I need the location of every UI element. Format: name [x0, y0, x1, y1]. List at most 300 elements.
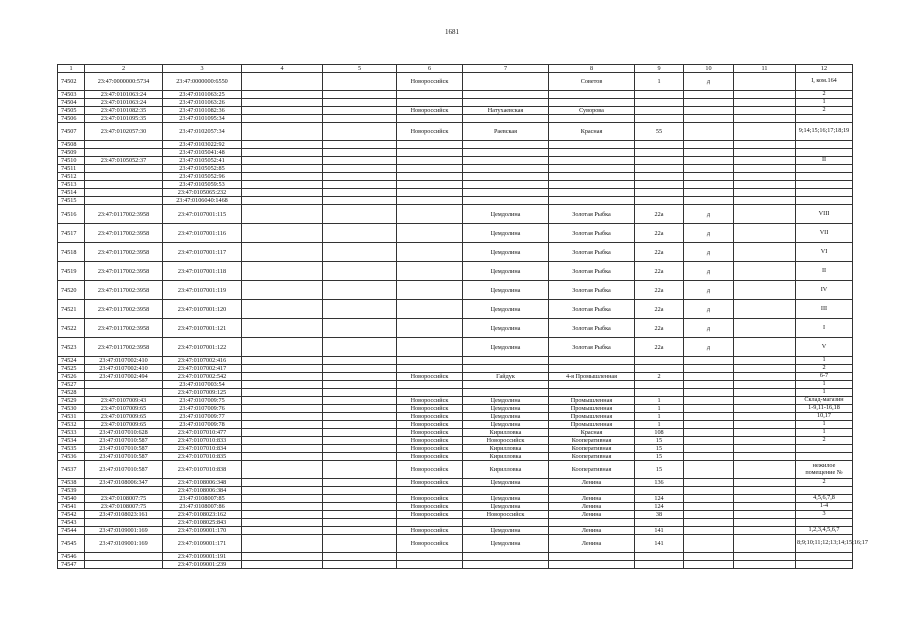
table-cell: 15	[635, 445, 684, 453]
table-row	[58, 115, 853, 123]
table-cell	[323, 561, 397, 569]
table-cell: 1	[635, 421, 684, 429]
table-cell	[242, 189, 323, 197]
table-cell: 74529	[58, 397, 85, 405]
table-cell	[734, 73, 796, 91]
table-cell: 1	[796, 99, 853, 107]
table-cell: 23:47:0117002:3958	[85, 224, 163, 243]
table-cell	[323, 115, 397, 123]
table-cell	[242, 405, 323, 413]
table-cell	[635, 553, 684, 561]
table-cell: 23:47:0117002:3958	[85, 281, 163, 300]
table-cell: 74539	[58, 487, 85, 495]
table-cell	[323, 479, 397, 487]
table-cell: 38	[635, 511, 684, 519]
table-cell	[734, 487, 796, 495]
table-cell	[242, 397, 323, 405]
table-cell	[549, 157, 635, 165]
table-cell	[684, 157, 734, 165]
table-cell	[242, 437, 323, 445]
table-cell	[635, 141, 684, 149]
table-cell: 23:47:0105059:53	[163, 181, 242, 189]
table-row	[58, 224, 853, 243]
table-cell: 74524	[58, 357, 85, 365]
table-cell	[242, 165, 323, 173]
table-cell	[734, 107, 796, 115]
table-cell: 23:47:0107010:834	[163, 445, 242, 453]
table-cell	[635, 165, 684, 173]
column-header: 4	[242, 65, 323, 73]
table-row	[58, 511, 853, 519]
table-cell: 23:47:0107009:78	[163, 421, 242, 429]
table-cell	[397, 165, 463, 173]
table-cell	[684, 453, 734, 461]
table-cell	[323, 397, 397, 405]
column-header: 8	[549, 65, 635, 73]
table-cell	[734, 224, 796, 243]
table-cell	[734, 373, 796, 381]
table-cell	[635, 115, 684, 123]
table-cell	[635, 181, 684, 189]
table-cell	[323, 503, 397, 511]
table-cell	[684, 123, 734, 141]
table-cell: 23:47:0102057:34	[163, 123, 242, 141]
table-cell	[684, 461, 734, 479]
table-cell	[684, 437, 734, 445]
table-cell: д	[684, 319, 734, 338]
table-cell	[684, 503, 734, 511]
table-cell	[796, 453, 853, 461]
table-cell: Кооперативная	[549, 437, 635, 445]
table-cell	[796, 553, 853, 561]
table-cell	[323, 413, 397, 421]
table-cell	[734, 561, 796, 569]
table-cell: Промышленная	[549, 397, 635, 405]
table-cell: Новороссийск	[397, 107, 463, 115]
table-cell: Цемдолина	[463, 413, 549, 421]
table-cell: 74514	[58, 189, 85, 197]
table-cell	[684, 365, 734, 373]
table-cell	[734, 511, 796, 519]
table-cell	[635, 189, 684, 197]
table-cell: 9;14;15;16;17;18;19	[796, 123, 853, 141]
table-cell	[463, 99, 549, 107]
table-cell: 74523	[58, 338, 85, 357]
table-cell: Цемдолина	[463, 495, 549, 503]
table-cell: 22а	[635, 319, 684, 338]
table-cell: 8;9;10;11;12;13;14;15;16;17	[796, 535, 853, 553]
table-cell	[684, 115, 734, 123]
table-cell: 23:47:0117002:3958	[85, 338, 163, 357]
table-cell	[242, 141, 323, 149]
table-cell: 136	[635, 479, 684, 487]
table-cell	[85, 519, 163, 527]
table-cell	[463, 519, 549, 527]
table-row	[58, 357, 853, 365]
table-cell: 74516	[58, 205, 85, 224]
table-cell	[734, 553, 796, 561]
table-cell: Новороссийск	[397, 123, 463, 141]
table-cell	[242, 281, 323, 300]
table-cell	[684, 495, 734, 503]
table-row	[58, 300, 853, 319]
table-cell	[734, 115, 796, 123]
table-cell	[397, 365, 463, 373]
table-cell	[323, 495, 397, 503]
table-cell: Новороссийск	[397, 535, 463, 553]
table-cell: 74531	[58, 413, 85, 421]
table-cell	[734, 319, 796, 338]
table-cell	[549, 365, 635, 373]
table-cell	[323, 487, 397, 495]
table-row	[58, 243, 853, 262]
table-cell: 23:47:0101063:24	[85, 99, 163, 107]
table-cell	[323, 224, 397, 243]
column-header: 7	[463, 65, 549, 73]
table-cell	[397, 281, 463, 300]
table-cell	[635, 357, 684, 365]
table-cell	[323, 429, 397, 437]
table-cell: 74542	[58, 511, 85, 519]
column-header: 11	[734, 65, 796, 73]
table-cell: 23:47:0117002:3958	[85, 319, 163, 338]
table-cell	[684, 405, 734, 413]
table-cell	[734, 479, 796, 487]
table-cell	[549, 165, 635, 173]
table-cell	[463, 487, 549, 495]
table-cell	[242, 453, 323, 461]
table-cell	[397, 173, 463, 181]
table-cell: 23:47:0107009:75	[163, 397, 242, 405]
table-cell	[684, 181, 734, 189]
table-cell	[85, 487, 163, 495]
table-cell: Кооперативная	[549, 445, 635, 453]
table-cell: 23:47:0101095:34	[163, 115, 242, 123]
table-cell: Цемдолина	[463, 503, 549, 511]
table-cell	[463, 91, 549, 99]
table-cell	[323, 165, 397, 173]
table-cell: 74519	[58, 262, 85, 281]
table-row	[58, 421, 853, 429]
table-cell: Золотая Рыбка	[549, 300, 635, 319]
table-cell: 1-4	[796, 503, 853, 511]
table-cell: Золотая Рыбка	[549, 281, 635, 300]
table-cell	[242, 115, 323, 123]
table-cell	[734, 99, 796, 107]
table-cell	[397, 115, 463, 123]
table-cell: 2	[796, 107, 853, 115]
table-cell	[734, 535, 796, 553]
table-cell	[397, 389, 463, 397]
table-cell: 10,17	[796, 413, 853, 421]
table-cell	[734, 429, 796, 437]
table-cell	[397, 157, 463, 165]
table-cell: 23:47:0108006:348	[163, 479, 242, 487]
table-cell: 15	[635, 461, 684, 479]
table-cell	[796, 561, 853, 569]
table-cell	[242, 527, 323, 535]
table-cell	[323, 300, 397, 319]
table-cell: 22а	[635, 224, 684, 243]
table-cell: Цемдолина	[463, 535, 549, 553]
table-cell	[549, 553, 635, 561]
table-cell	[397, 205, 463, 224]
table-cell	[684, 487, 734, 495]
table-cell	[635, 381, 684, 389]
table-cell	[463, 189, 549, 197]
table-cell: 74512	[58, 173, 85, 181]
table-cell	[242, 487, 323, 495]
table-cell: нежилое помещение №	[796, 461, 853, 479]
table-cell	[397, 243, 463, 262]
table-cell	[323, 123, 397, 141]
table-cell: 2	[796, 91, 853, 99]
table-cell: 23:47:0109001:169	[85, 527, 163, 535]
table-cell	[323, 243, 397, 262]
table-row	[58, 397, 853, 405]
table-cell: 2	[796, 365, 853, 373]
table-cell	[323, 437, 397, 445]
table-cell: 4,5,6,7,8	[796, 495, 853, 503]
table-cell: Ленина	[549, 479, 635, 487]
table-cell	[796, 115, 853, 123]
table-cell	[463, 149, 549, 157]
table-cell: Ленина	[549, 511, 635, 519]
table-cell: 141	[635, 527, 684, 535]
table-cell: 124	[635, 503, 684, 511]
table-cell: 23:47:0109001:171	[163, 535, 242, 553]
table-cell: Золотая Рыбка	[549, 205, 635, 224]
table-cell	[734, 453, 796, 461]
table-row	[58, 527, 853, 535]
table-cell	[734, 357, 796, 365]
table-cell	[734, 389, 796, 397]
table-row	[58, 338, 853, 357]
table-cell: VI	[796, 243, 853, 262]
table-cell	[242, 445, 323, 453]
table-cell	[549, 91, 635, 99]
table-row	[58, 173, 853, 181]
table-cell: 23:47:0107009:65	[85, 421, 163, 429]
table-cell: 3	[796, 511, 853, 519]
table-cell	[323, 205, 397, 224]
table-cell	[242, 99, 323, 107]
table-cell	[635, 561, 684, 569]
table-cell: 1-9,11-16,18	[796, 405, 853, 413]
table-cell	[734, 197, 796, 205]
table-cell: 1,2,3,4,5,6,7	[796, 527, 853, 535]
table-row	[58, 365, 853, 373]
table-cell: Советов	[549, 73, 635, 91]
table-cell	[549, 181, 635, 189]
table-cell	[684, 357, 734, 365]
table-cell: Промышленная	[549, 421, 635, 429]
column-header: 3	[163, 65, 242, 73]
table-cell	[734, 91, 796, 99]
table-cell: 23:47:0107010:587	[85, 453, 163, 461]
table-cell: 23:47:0108007:75	[85, 495, 163, 503]
table-cell: 23:47:0107009:125	[163, 389, 242, 397]
table-cell: IV	[796, 281, 853, 300]
table-cell: д	[684, 281, 734, 300]
table-cell: 74536	[58, 453, 85, 461]
table-cell: 23:47:0105052:37	[85, 157, 163, 165]
column-header: 9	[635, 65, 684, 73]
table-cell: 23:47:0107002:417	[163, 365, 242, 373]
table-cell	[684, 197, 734, 205]
table-row	[58, 262, 853, 281]
table-cell: 23:47:0107002:410	[85, 365, 163, 373]
table-row	[58, 205, 853, 224]
table-cell	[796, 141, 853, 149]
table-cell: 74515	[58, 197, 85, 205]
table-cell: Цемдолина	[463, 319, 549, 338]
table-cell: 74528	[58, 389, 85, 397]
table-cell	[85, 189, 163, 197]
table-cell	[549, 519, 635, 527]
table-cell: 22а	[635, 205, 684, 224]
table-cell: Новороссийск	[397, 397, 463, 405]
table-cell	[734, 205, 796, 224]
table-cell: 23:47:0107010:838	[163, 461, 242, 479]
table-cell	[463, 181, 549, 189]
table-cell: Натухаевская	[463, 107, 549, 115]
table-cell: 74518	[58, 243, 85, 262]
table-cell: 23:47:0107002:542	[163, 373, 242, 381]
table-cell	[463, 197, 549, 205]
table-cell	[397, 519, 463, 527]
table-cell: Новороссийск	[397, 453, 463, 461]
table-cell	[684, 141, 734, 149]
table-cell: д	[684, 73, 734, 91]
table-cell	[323, 73, 397, 91]
table-cell: 1	[635, 73, 684, 91]
table-cell: 23:47:0107003:54	[163, 381, 242, 389]
table-cell: 6-7	[796, 373, 853, 381]
table-cell: 74530	[58, 405, 85, 413]
table-cell: 23:47:0108023:161	[85, 511, 163, 519]
table-row	[58, 381, 853, 389]
table-cell: 74507	[58, 123, 85, 141]
table-cell: 74547	[58, 561, 85, 569]
table-cell	[549, 141, 635, 149]
table-cell	[463, 365, 549, 373]
table-cell	[635, 173, 684, 181]
table-cell	[684, 189, 734, 197]
table-cell	[397, 262, 463, 281]
table-cell	[397, 224, 463, 243]
table-cell: Новороссийск	[397, 413, 463, 421]
table-cell: 23:47:0108006:347	[85, 479, 163, 487]
table-cell: Цемдолина	[463, 224, 549, 243]
table-cell	[635, 99, 684, 107]
table-cell	[684, 149, 734, 157]
table-header-row	[58, 65, 853, 73]
table-cell	[323, 189, 397, 197]
table-row	[58, 157, 853, 165]
table-row	[58, 281, 853, 300]
table-row	[58, 373, 853, 381]
table-cell: 23:47:0105052:96	[163, 173, 242, 181]
table-cell	[85, 149, 163, 157]
table-cell	[734, 262, 796, 281]
table-cell	[397, 149, 463, 157]
table-cell	[684, 397, 734, 405]
table-cell: Склад-магазин	[796, 397, 853, 405]
table-cell: 74503	[58, 91, 85, 99]
table-row	[58, 123, 853, 141]
table-row	[58, 389, 853, 397]
table-cell: 15	[635, 437, 684, 445]
table-cell	[684, 173, 734, 181]
table-cell	[463, 357, 549, 365]
table-cell	[684, 107, 734, 115]
table-cell: Цемдолина	[463, 262, 549, 281]
table-cell: Золотая Рыбка	[549, 243, 635, 262]
table-cell	[684, 445, 734, 453]
table-cell	[323, 173, 397, 181]
table-cell: 23:47:0109001:239	[163, 561, 242, 569]
table-cell: 23:47:0107010:628	[85, 429, 163, 437]
table-cell	[242, 553, 323, 561]
table-cell: 1	[796, 421, 853, 429]
table-row	[58, 405, 853, 413]
table-cell: Красная	[549, 429, 635, 437]
table-cell	[323, 535, 397, 553]
table-cell: 74534	[58, 437, 85, 445]
table-cell: 74508	[58, 141, 85, 149]
table-cell: 23:47:0107002:494	[85, 373, 163, 381]
table-cell	[242, 319, 323, 338]
table-cell: I, ком.164	[796, 73, 853, 91]
table-row	[58, 149, 853, 157]
table-cell: 1	[796, 429, 853, 437]
table-cell: 74544	[58, 527, 85, 535]
table-cell: Новороссийск	[397, 73, 463, 91]
table-cell	[85, 561, 163, 569]
table-cell: 23:47:0107002:410	[85, 357, 163, 365]
table-cell	[684, 381, 734, 389]
table-cell	[734, 123, 796, 141]
table-cell	[85, 381, 163, 389]
table-cell: Новороссийск	[397, 503, 463, 511]
table-cell	[85, 389, 163, 397]
table-cell: 74520	[58, 281, 85, 300]
table-cell: 1	[635, 397, 684, 405]
table-cell: 23:47:0108007:85	[163, 495, 242, 503]
table-cell: 1	[796, 381, 853, 389]
table-cell: 23:47:0107009:65	[85, 413, 163, 421]
table-cell: 23:47:0109001:169	[85, 535, 163, 553]
table-cell: 23:47:0107009:43	[85, 397, 163, 405]
table-cell: 22а	[635, 281, 684, 300]
column-header: 6	[397, 65, 463, 73]
table-cell: III	[796, 300, 853, 319]
table-cell: 23:47:0101082:36	[163, 107, 242, 115]
table-cell	[323, 99, 397, 107]
table-cell: Новороссийск	[397, 445, 463, 453]
table-cell: 23:47:0105065:232	[163, 189, 242, 197]
table-cell	[734, 421, 796, 429]
table-cell	[323, 405, 397, 413]
table-cell: Промышленная	[549, 405, 635, 413]
table-cell: Золотая Рыбка	[549, 338, 635, 357]
table-cell: д	[684, 262, 734, 281]
table-cell: 23:47:0107001:122	[163, 338, 242, 357]
table-row	[58, 553, 853, 561]
table-cell: Цемдолина	[463, 405, 549, 413]
table-cell	[549, 381, 635, 389]
